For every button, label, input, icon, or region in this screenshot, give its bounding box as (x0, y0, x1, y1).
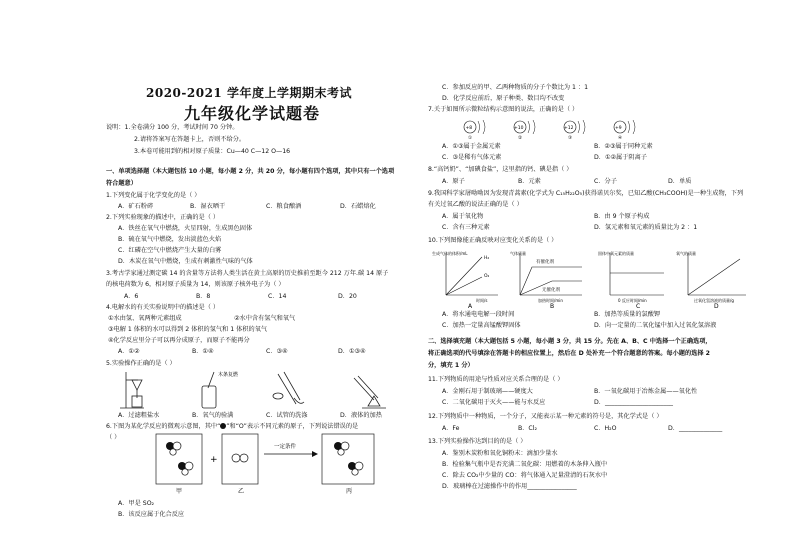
q5-option-d: D．液体的加热 (340, 412, 382, 419)
q4-item-4: ④化学反应里分子可以再分成原子，而原子不能再分 (108, 337, 250, 344)
q4-option-a: A．①② (118, 348, 140, 355)
q7-option-a: A．①③属于金属元素 (442, 143, 501, 150)
svg-text:③: ③ (568, 136, 573, 140)
atom-structure-2-icon (514, 120, 535, 140)
section1-heading-cont: 符合题意） (106, 180, 137, 187)
q7-stem: 7.关于如图所示微粒结构示意图的说法，正确的是（ ） (428, 106, 579, 113)
section1-heading: 一、单项选择题（本大题包括 10 小题，每小题 2 分，共 20 分，每小题有四个选项，其中只有一个选项 (106, 168, 395, 175)
q7-option-b: B．②③属于同种元素 (594, 143, 653, 150)
svg-text:④: ④ (618, 136, 623, 140)
q9-option-d: D．氢元素和氧元素的质量比为 2 ：1 (594, 224, 698, 231)
graph-a (446, 253, 498, 295)
q4-option-d: D．①③④ (338, 348, 366, 355)
q11-option-b: B．一氧化碳用于冶炼金属——氧化性 (594, 388, 698, 395)
exam-title: 2020-2021 学年度上学期期末考试 (146, 86, 352, 100)
svg-text:+8: +8 (465, 126, 473, 131)
q3-line2: 的核电荷数为 6，相对原子质量为 14，则该原子核外电子为（ ） (106, 281, 285, 288)
molecule-bing-icon (334, 442, 363, 475)
molecule-yi-icon (232, 454, 248, 462)
oxygen-test-icon (202, 372, 216, 408)
q2-stem: 2.下列实验现象的描述中，正确的是（ ） (106, 214, 220, 221)
graph-d-xlabel: 过氧化氢溶液的质量/g (694, 298, 734, 303)
q8-option-c: C．分子 (594, 178, 617, 185)
q10-option-b: B．加热等质量的氯酸钾 (594, 311, 661, 318)
graph-d-line (688, 259, 740, 295)
q2-option-d: D．木炭在氧气中燃烧，生成有刺激性气味的气体 (118, 258, 253, 265)
q3-option-d: D．20 (338, 293, 357, 300)
svg-text:②: ② (518, 136, 523, 140)
q1-option-c: C．粮食酿酒 (266, 203, 302, 210)
q6-line1-text: 6.下图为某化学反应的微观示意图，其中“ (106, 423, 221, 430)
q6-option-c: C．参加反应的甲、乙两种物质的分子个数比为 1 ：1 (442, 84, 589, 91)
q13-stem: 13.下列实验操作达到目的的是（ ） (428, 438, 527, 445)
q7-atom-structure-figure (458, 116, 658, 140)
q8-option-d: D．单质 (668, 178, 692, 185)
q10-stem: 10.下列图像能正确反映对应变化关系的是（ ） (428, 237, 558, 244)
q3-option-c: C．14 (268, 293, 287, 300)
label-bing: 丙 (346, 488, 353, 495)
graph-c (610, 253, 664, 295)
heating-liquid-icon (354, 376, 386, 408)
q13-option-b: B．检验集气瓶中是否充满二氧化碳：用燃着的木条伸入瓶中 (442, 461, 608, 468)
q6-line2: （ ） (106, 434, 121, 441)
q1-stem: 1.下列变化属于化学变化的是（ ） (106, 192, 201, 199)
q9-line2: 有关过氧乙酸的说法正确的是（ ） (428, 201, 523, 208)
q5-stem: 5.实验操作正确的是（ ） (106, 360, 176, 367)
q6-line1b-text: ”和“O”表示不同元素的原子，下列说法错误的是 (226, 423, 359, 430)
label-yi: 乙 (238, 488, 245, 495)
label-jia: 甲 (176, 488, 183, 495)
svg-text:①: ① (468, 136, 473, 140)
q12-option-c: C．H₂O (594, 425, 617, 432)
q5-apparatus-figure (118, 370, 408, 410)
graph-a-letter: A (468, 303, 473, 309)
q9-option-a: A．属于氧化物 (442, 213, 484, 220)
q1-option-a: A．矿石粉碎 (118, 203, 154, 210)
svg-text:+9: +9 (615, 126, 622, 131)
q5-option-c: C．试管的洗涤 (266, 412, 308, 419)
q9-line1: 9.我国科学家屠呦呦因为发现青蒿素(化学式为 C₁₅H₂₂O₅)获得诺贝尔奖，已知乙酸(CH₃COOH)是一种生成物，下列 (428, 190, 744, 197)
q10-option-a: A．将水通电电解一段时间 (442, 311, 515, 318)
filtration-apparatus-icon (120, 372, 144, 408)
section2-heading-3: 分，填充 1 分） (428, 362, 474, 369)
graph-c-ylabel: 固体中氧元素的质量 (598, 251, 634, 256)
q13-option-a: A．鉴别木炭粉和氧化铜粉末：滴加少量水 (442, 450, 558, 457)
graph-a-series-h2: H₂ (484, 256, 490, 261)
q2-option-a: A．铁丝在氧气中燃烧，火星四射，生成黑色固体 (118, 225, 253, 232)
q8-option-a: A．原子 (442, 178, 465, 185)
section2-heading-2: 将正确选项的代号填涂在答题卡的相应位置上，然后在 D 处补充一个符合题意的答案。每小题的选择 2 (428, 350, 710, 357)
q3-option-b: B．8 (196, 293, 211, 300)
q12-option-d: D．______________ (668, 425, 723, 432)
atom-structure-1-icon (464, 120, 485, 140)
plus-sign: + (210, 455, 218, 465)
q7-option-c: C．③是稀有气体元素 (442, 154, 502, 161)
q3-line1: 3.考古学家通过测定碳 14 的含量等方法将人类生活在黄土高原的历史推前至距今 212 万年.碳 14 原子 (106, 270, 389, 277)
q1-option-b: B．湿衣晒干 (190, 203, 226, 210)
molecule-jia-icon (166, 442, 193, 475)
graph-b-series-2: 无催化剂 (542, 288, 560, 293)
q3-option-a: A．6 (124, 293, 139, 300)
svg-text:+12: +12 (564, 126, 574, 131)
q11-option-d: D．______________________ (594, 399, 674, 406)
graph-a-line-o2 (446, 277, 482, 295)
q6-option-d: D．化学反应前后，原子种类、数目均不改变 (442, 95, 565, 102)
q10-option-d: D．向一定量的二氧化锰中加入过氧化氢溶液 (594, 322, 717, 329)
graph-c-xlabel: 0 反应时间/min (618, 298, 647, 303)
instruction-3: 3.本卷可能用到的相对原子质量：Cu—40 C—12 O—16 (134, 148, 291, 155)
q11-option-a: A．金刚石用于制玻璃——硬度大 (442, 388, 533, 395)
q11-stem: 11.下列物质的用途与性质对应关系合理的是（ ） (428, 376, 564, 383)
q12-option-b: B．Cl₂ (518, 425, 537, 432)
graph-a-series-o2: O₂ (484, 274, 490, 279)
q4-item-1: ①水由氢、氧两种元素组成 (108, 315, 182, 322)
test-tube-wash-icon (273, 372, 304, 404)
q9-option-c: C．含有三种元素 (442, 224, 490, 231)
q11-option-c: C．二氧化碳用于灭火——能与水反应 (442, 399, 546, 406)
q6-line1 (106, 423, 358, 431)
graph-d (688, 253, 746, 295)
graph-b-ylabel: 气体质量 (510, 251, 526, 256)
q6-reaction-diagram (152, 432, 388, 498)
q5-option-b: B．氧气的验满 (192, 412, 234, 419)
graph-a-xlabel: 时间/s (476, 298, 488, 303)
q12-option-a: A．Fe (442, 425, 460, 432)
q2-option-c: C．红磷在空气中燃烧产生大量的白雾 (118, 247, 222, 254)
graph-c-letter: C (636, 303, 641, 309)
q10-graphs-figure (432, 247, 750, 309)
q13-option-c: C．除去 CO₂中少量的 CO：将气体通入足量澄清的石灰水中 (442, 472, 608, 479)
q2-option-b: B．硫在氧气中燃烧，发出淡蓝色火焰 (118, 236, 222, 243)
graph-b-series-1: 有催化剂 (536, 260, 554, 265)
q4-option-c: C．③④ (266, 348, 288, 355)
atom-structure-4-icon (614, 120, 635, 140)
graph-b-xlabel: 加热时间/min (538, 298, 563, 303)
instruction-1: 说明：1.全卷满分 100 分，考试时间 70 分钟。 (106, 124, 239, 131)
q13-option-d: D．玻璃棒在过滤操作中的作用________________ (442, 483, 577, 490)
exam-subtitle: 九年级化学试题卷 (184, 104, 321, 123)
q8-stem: 8.“高钙奶”、“加碘食盐”，这里指的钙、碘是指（ ） (428, 166, 573, 173)
q4-item-3: ③电解 1 体积的水可以得到 2 体积的氢气和 1 体积的氧气 (108, 326, 268, 333)
q9-option-b: B．由 9 个原子构成 (594, 213, 650, 220)
graph-b-letter: B (550, 303, 555, 309)
q6-option-a: A．甲是 SO₂ (118, 500, 155, 507)
graph-d-ylabel: 氧气的质量 (676, 251, 696, 256)
q4-item-2: ②水中含有氢气和氧气 (234, 315, 296, 322)
q5-label-b: 木条复燃 (218, 372, 239, 378)
q1-option-d: D．石蜡熔化 (340, 203, 376, 210)
q7-option-d: D．①②属于阴离子 (594, 154, 647, 161)
graph-a-line-h2 (446, 257, 482, 295)
graph-d-letter: D (714, 303, 719, 309)
q4-stem: 4.电解水的有关实验说明中的描述是（ ） (106, 304, 220, 311)
svg-text:+10: +10 (514, 126, 524, 131)
q10-option-c: C．加热一定量高锰酸钾固体 (442, 322, 521, 329)
q12-stem: 12.下列物质中一种物质，一个分子，又能表示某一种元素的符号是，其化学式是（ ） (428, 413, 663, 420)
q8-option-b: B．元素 (518, 178, 541, 185)
q6-option-b: B．该反应属于化合反应 (118, 511, 185, 518)
q6-condition: 一定条件 (274, 444, 297, 450)
atom-structure-3-icon (564, 120, 585, 140)
instruction-2: 2.请将答案写在答题卡上，否则不给分。 (134, 136, 246, 143)
graph-a-ylabel: 生成气体的体积/mL (432, 251, 468, 256)
section2-heading-1: 二、选择填充题（本大题包括 5 小题，每小题 3 分，共 15 分。先在 A、B、C 中选择一个正确选项， (428, 338, 712, 345)
q5-option-a: A．过滤粗盐水 (118, 412, 160, 419)
q4-option-b: B．①④ (192, 348, 214, 355)
